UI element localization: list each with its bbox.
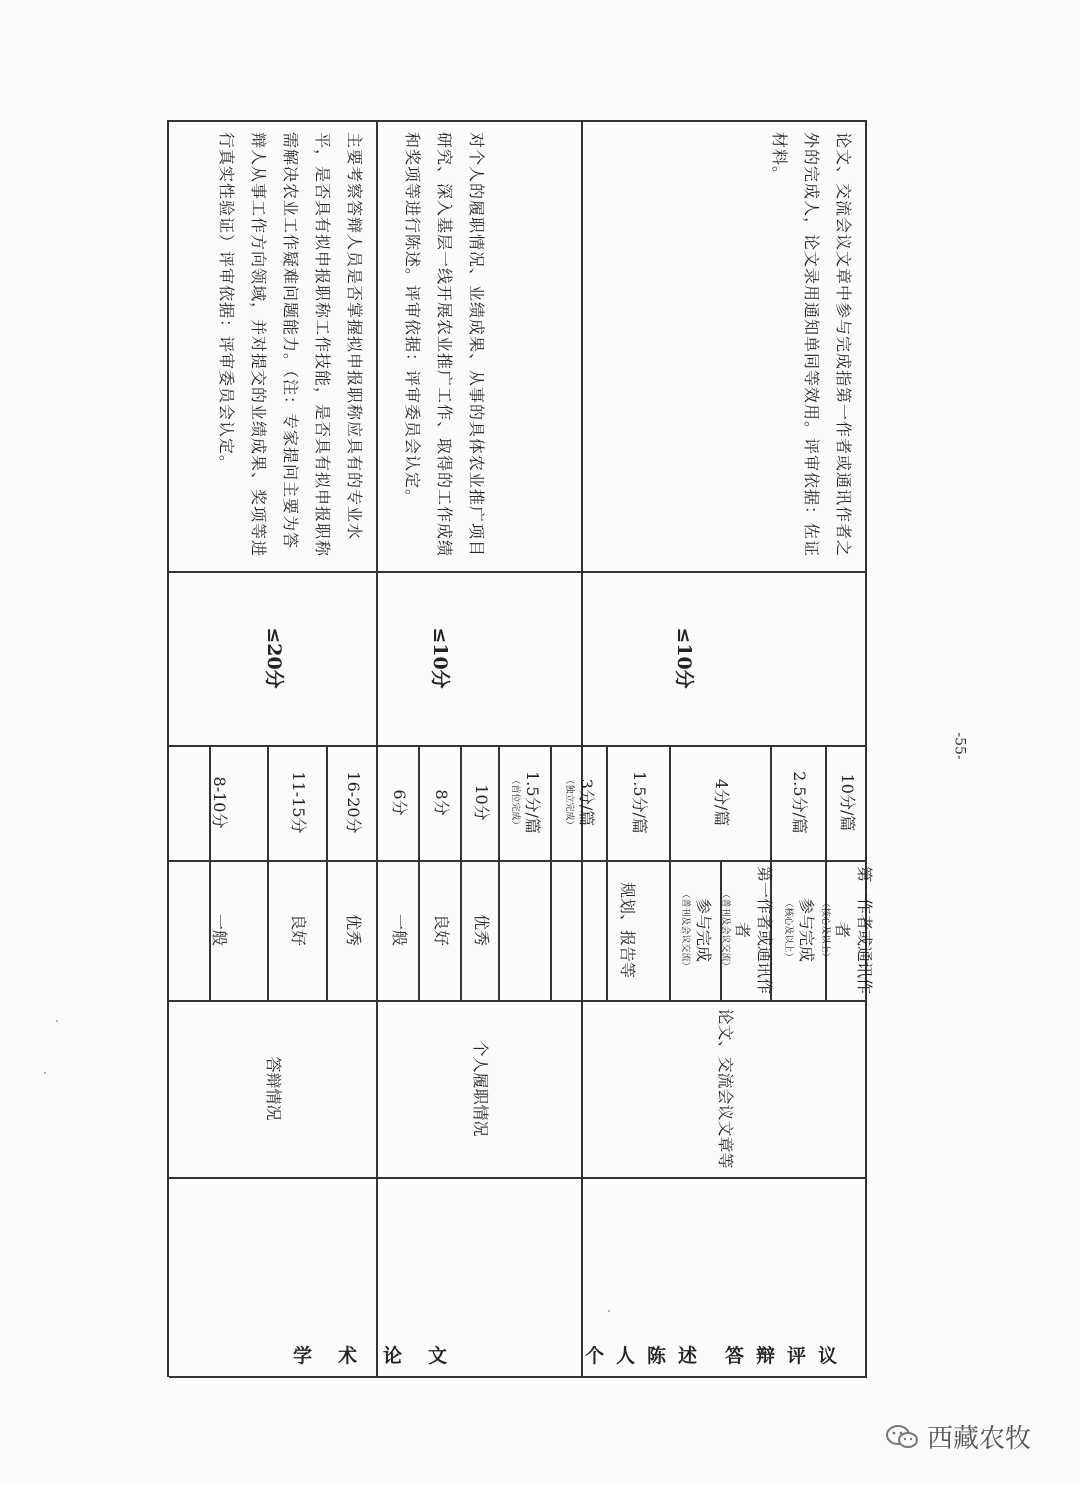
section-title-defense: 答 辩 评 议 (724, 1345, 838, 1367)
academic-score-3: 4分/篇 (712, 778, 732, 827)
watermark (885, 1418, 1031, 1455)
scan-speck (44, 1072, 46, 1074)
academic-role-5: 规划、报告等 (617, 881, 637, 978)
academic-score-4: 1.5分/篇 (630, 771, 650, 834)
personal-grade-2: 良好 (431, 913, 451, 946)
academic-score-2: 2.5分/篇 (790, 771, 810, 834)
page-number: -55- (951, 732, 968, 760)
table-border-right (169, 1376, 867, 1378)
personal-grade-3: 一般 (389, 913, 409, 946)
section-title-academic: 学 术 论 文 (292, 1345, 448, 1367)
academic-max: ≤10分 (673, 627, 696, 689)
academic-criteria: 论文、交流会议文章中参与完成指第一作者或通讯作者之外的完成人，论文录用通知单同等效用。评审依据：佐证材料。 (770, 132, 853, 558)
personal-max: ≤10分 (428, 627, 451, 689)
col-sep-title (169, 1177, 867, 1179)
defense-criteria: 主要考察答辩人员是否掌握拟申报职称应具有的专业水平，是否具有拟申报职称工作技能，是否具有拟申报职称需解决农业工作疑难问题能力。（注：专家提问主要为答辩人从事工作方向领域，并对提交的业绩成果、奖项等进行真实性验证）评审依据：评审委员会认定。 (217, 132, 364, 558)
defense-max: ≤20分 (263, 627, 286, 689)
academic-role-3: 第一作者或通讯作者 （普刊及会议交流） (719, 865, 775, 994)
category-academic: 论文、交流会议文章等 (715, 1008, 735, 1169)
chat-bubble-icon (885, 1424, 919, 1450)
defense-grade-3: 一般 (209, 913, 229, 946)
personal-score-1: 10分 (471, 784, 491, 821)
academic-role-4: 参与完成 （普刊及会议交流） (680, 889, 713, 971)
personal-score-3: 6分 (389, 789, 409, 816)
personal-score-2: 8分 (431, 789, 451, 816)
academic-score-1: 10分/篇 (837, 773, 857, 832)
academic-role-1: 第一作者或通讯作者 （核心及以上） (819, 865, 875, 994)
defense-score-3: 8-10分 (209, 776, 229, 829)
category-defense: 答辩情况 (264, 1056, 284, 1121)
academic-role-2: 参与完成 （核心及以上） (783, 897, 816, 962)
personal-grade-1: 优秀 (471, 913, 491, 946)
defense-grade-2: 良好 (289, 913, 309, 946)
scan-speck (608, 1310, 610, 1312)
defense-grade-1: 优秀 (343, 913, 363, 946)
defense-score-1: 16-20分 (343, 771, 363, 834)
section-title-personal: 个 人 陈 述 (584, 1345, 698, 1367)
category-personal: 个人履职情况 (471, 1040, 491, 1137)
watermark-text: 西藏农牧 (927, 1424, 1032, 1454)
scan-speck (56, 1020, 58, 1022)
academic-score-5a: 3分/篇 （独立完成） (563, 775, 597, 830)
personal-criteria: 对个人的履职情况、业绩成果、从事的具体农业推广项目研究、深入基层一线开展农业推广工作、取得的工作成绩和奖项等进行陈述。评审依据：评审委员会认定。 (403, 132, 486, 558)
defense-score-2: 11-15分 (289, 771, 309, 834)
academic-score-5b: 1.5分/篇 （首位完成） (509, 771, 543, 834)
